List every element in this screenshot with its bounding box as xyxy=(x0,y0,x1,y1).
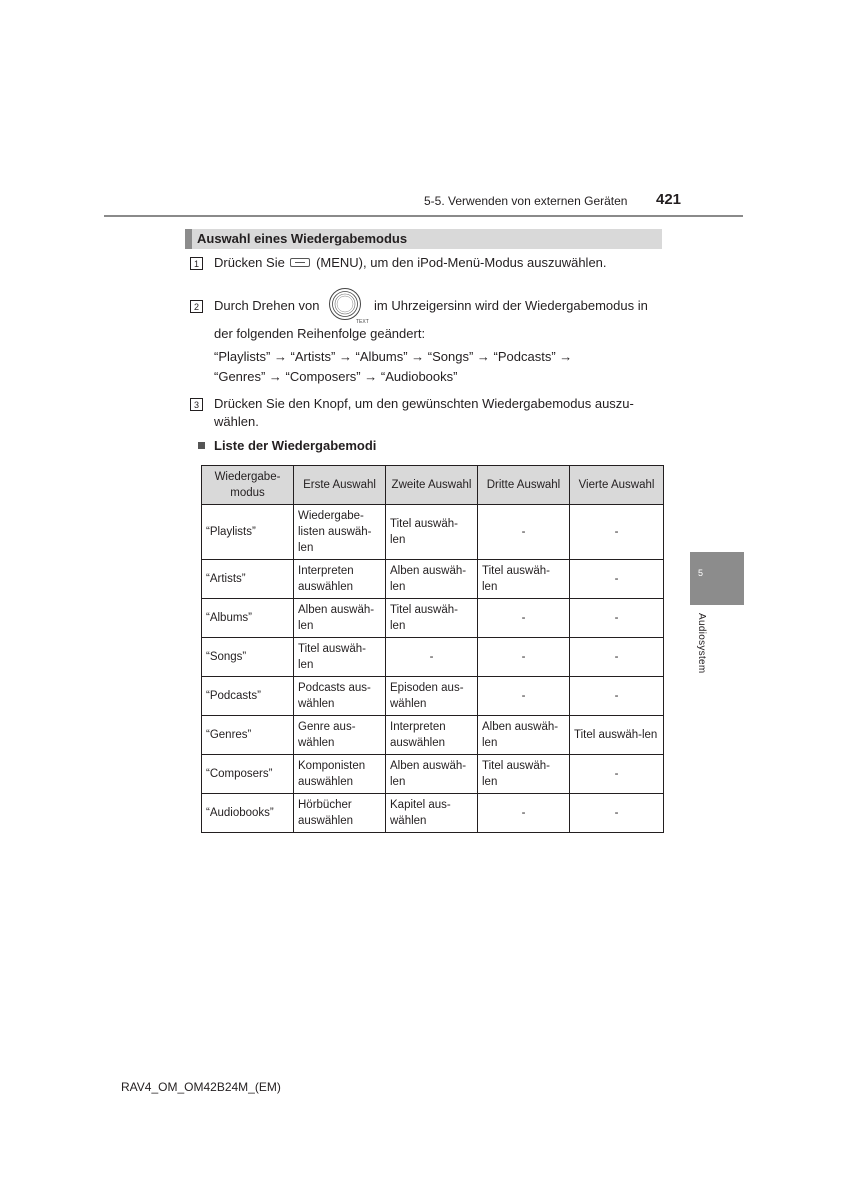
table-cell: Komponisten auswählen xyxy=(294,755,386,794)
table-cell: - xyxy=(570,755,664,794)
table-cell: - xyxy=(478,638,570,677)
table-cell: “Composers” xyxy=(202,755,294,794)
table-cell: Alben auswäh-len xyxy=(386,755,478,794)
table-cell: - xyxy=(570,599,664,638)
table-cell: Alben auswäh-len xyxy=(386,560,478,599)
table-cell: Interpreten auswählen xyxy=(294,560,386,599)
step-2-number: 2 xyxy=(190,300,203,313)
table-header-cell: Wiedergabe-modus xyxy=(202,466,294,505)
table-row xyxy=(202,794,664,833)
section-heading: Auswahl eines Wiedergabemodus xyxy=(185,229,662,249)
step-2-line2: der folgenden Reihenfolge geändert: xyxy=(214,326,426,341)
menu-button-icon xyxy=(290,258,310,267)
chapter-side-tab xyxy=(690,552,744,605)
table-cell: Titel auswäh-len xyxy=(570,716,664,755)
table-header-cell: Vierte Auswahl xyxy=(570,466,664,505)
step-3-line2: wählen. xyxy=(214,414,259,429)
table-row xyxy=(202,716,664,755)
header-section-title: 5-5. Verwenden von externen Geräten xyxy=(424,194,628,208)
chapter-number: 5 xyxy=(698,568,704,578)
footer-document-code: RAV4_OM_OM42B24M_(EM) xyxy=(121,1080,281,1094)
table-cell: “Albums” xyxy=(202,599,294,638)
table-cell: Alben auswäh-len xyxy=(294,599,386,638)
step-2-text-before: Durch Drehen von xyxy=(214,298,320,313)
table-cell: - xyxy=(478,505,570,560)
table-cell: - xyxy=(478,677,570,716)
table-cell: “Artists” xyxy=(202,560,294,599)
table-cell: Alben auswäh-len xyxy=(478,716,570,755)
table-cell: Titel auswäh-len xyxy=(386,599,478,638)
table-cell: “Audiobooks” xyxy=(202,794,294,833)
step-2-sequence-line2: “Genres” → “Composers” → “Audiobooks” xyxy=(214,369,458,384)
table-header-row xyxy=(202,466,664,505)
table-row xyxy=(202,677,664,716)
table-cell: - xyxy=(570,560,664,599)
table-cell: Interpreten auswählen xyxy=(386,716,478,755)
table-header-cell: Erste Auswahl xyxy=(294,466,386,505)
table-cell: - xyxy=(570,505,664,560)
table-row xyxy=(202,755,664,794)
table-cell: - xyxy=(570,794,664,833)
header-divider xyxy=(104,215,743,217)
table-cell: “Genres” xyxy=(202,716,294,755)
table-cell: - xyxy=(386,638,478,677)
table-cell: Titel auswäh-len xyxy=(478,755,570,794)
table-cell: - xyxy=(478,599,570,638)
table-row xyxy=(202,560,664,599)
playback-mode-table xyxy=(201,465,664,833)
tune-knob-icon xyxy=(325,287,369,325)
table-cell: Genre aus-wählen xyxy=(294,716,386,755)
table-cell: Hörbücher auswählen xyxy=(294,794,386,833)
table-cell: Titel auswäh-len xyxy=(386,505,478,560)
table-cell: “Playlists” xyxy=(202,505,294,560)
table-cell: Podcasts aus-wählen xyxy=(294,677,386,716)
bullet-square-icon xyxy=(198,442,205,449)
table-subheading: Liste der Wiedergabemodi xyxy=(214,438,377,453)
table-cell: Titel auswäh-len xyxy=(478,560,570,599)
table-cell: “Songs” xyxy=(202,638,294,677)
table-cell: Wiedergabe-listen auswäh-len xyxy=(294,505,386,560)
step-1-text-before: Drücken Sie xyxy=(214,255,285,270)
table-cell: - xyxy=(478,794,570,833)
step-2-text-after: im Uhrzeigersinn wird der Wiedergabemodus in xyxy=(374,298,648,313)
table-cell: Kapitel aus-wählen xyxy=(386,794,478,833)
table-row xyxy=(202,599,664,638)
chapter-label: Audiosystem xyxy=(696,613,707,674)
table-cell: Titel auswäh-len xyxy=(294,638,386,677)
page-number: 421 xyxy=(656,191,682,208)
step-1-text xyxy=(214,255,607,271)
step-2-sequence-line1: “Playlists” → “Artists” → “Albums” → “Songs” → “Podcasts” → xyxy=(214,349,573,364)
step-1-text-after: (MENU), um den iPod-Menü-Modus auszuwählen. xyxy=(316,255,607,270)
step-3-line1: Drücken Sie den Knopf, um den gewünschten Wiedergabemodus auszu- xyxy=(214,396,634,411)
table-header-cell: Dritte Auswahl xyxy=(478,466,570,505)
table-cell: - xyxy=(570,638,664,677)
table-row xyxy=(202,505,664,560)
table-cell: Episoden aus-wählen xyxy=(386,677,478,716)
table-row xyxy=(202,638,664,677)
table-cell: “Podcasts” xyxy=(202,677,294,716)
table-cell: - xyxy=(570,677,664,716)
knob-label: TEXT xyxy=(356,319,369,325)
step-1-number: 1 xyxy=(190,257,203,270)
step-3-number: 3 xyxy=(190,398,203,411)
table-header-cell: Zweite Auswahl xyxy=(386,466,478,505)
